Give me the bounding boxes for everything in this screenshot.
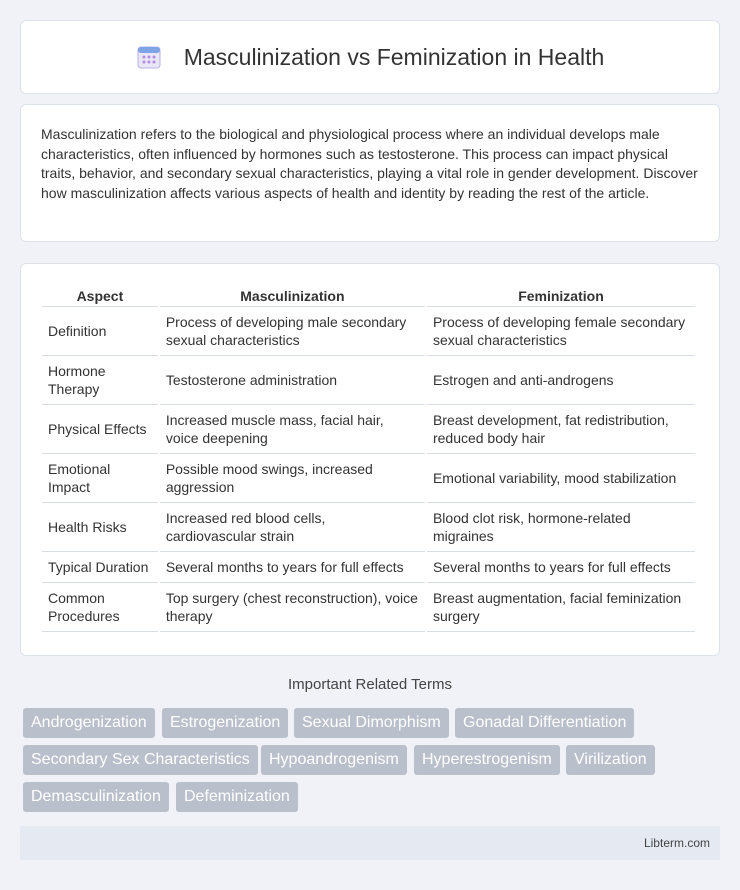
table-cell: Testosterone administration xyxy=(160,356,425,405)
table-row xyxy=(42,503,695,552)
table-cell: Hormone Therapy xyxy=(42,356,158,405)
term-tag[interactable]: Gonadal Differentiation xyxy=(455,708,634,738)
related-terms-title: Important Related Terms xyxy=(288,676,452,693)
comparison-table xyxy=(40,284,697,632)
table-cell: Common Procedures xyxy=(42,583,158,632)
table-cell: Top surgery (chest reconstruction), voice therapy xyxy=(160,583,425,632)
column-header: Feminization xyxy=(427,284,695,307)
intro-text: Masculinization refers to the biological and physiological process where an individual develops male characteristics, often influenced by hormones such as testosterone. This process can impact physical traits, behavior, and secondary sexual characteristics, playing a vital role in gender development. Discover how masculinization affects various aspects of health and identity by reading the rest of the article. xyxy=(41,126,698,201)
table-cell: Emotional Impact xyxy=(42,454,158,503)
table-cell: Process of developing male secondary sexual characteristics xyxy=(160,307,425,356)
page-title: Masculinization vs Feminization in Health xyxy=(183,43,605,70)
term-tag[interactable]: Defeminization xyxy=(176,782,298,812)
table-row xyxy=(42,552,695,583)
footer xyxy=(20,826,720,860)
table-cell: Estrogen and anti-androgens xyxy=(427,356,695,405)
table-cell: Breast development, fat redistribution, reduced body hair xyxy=(427,405,695,454)
table-row xyxy=(42,356,695,405)
column-header: Aspect xyxy=(42,284,158,307)
term-tag[interactable]: Demasculinization xyxy=(23,782,169,812)
table-row xyxy=(42,583,695,632)
table-cell: Definition xyxy=(42,307,158,356)
intro-card xyxy=(20,104,720,242)
column-header: Masculinization xyxy=(160,284,425,307)
table-cell: Several months to years for full effects xyxy=(160,552,425,583)
table-row xyxy=(42,405,695,454)
header-card xyxy=(20,20,720,94)
table-cell: Several months to years for full effects xyxy=(427,552,695,583)
table-cell: Increased muscle mass, facial hair, voice deepening xyxy=(160,405,425,454)
table-cell: Possible mood swings, increased aggression xyxy=(160,454,425,503)
table-row xyxy=(42,454,695,503)
table-row xyxy=(42,307,695,356)
table-header-row xyxy=(42,284,695,307)
term-tag[interactable]: Estrogenization xyxy=(162,708,288,738)
term-tag[interactable]: Secondary Sex Characteristics xyxy=(23,745,258,775)
term-tag[interactable]: Sexual Dimorphism xyxy=(294,708,449,738)
comparison-card xyxy=(20,263,720,656)
table-cell: Physical Effects xyxy=(42,405,158,454)
table-cell: Process of developing female secondary sexual characteristics xyxy=(427,307,695,356)
table-cell: Breast augmentation, facial feminization surgery xyxy=(427,583,695,632)
term-tag[interactable]: Hypoandrogenism xyxy=(261,745,407,775)
table-cell: Increased red blood cells, cardiovascular strain xyxy=(160,503,425,552)
table-cell: Typical Duration xyxy=(42,552,158,583)
calendar-grid-icon xyxy=(136,44,162,70)
term-tag[interactable]: Androgenization xyxy=(23,708,155,738)
term-tag[interactable]: Hyperestrogenism xyxy=(414,745,560,775)
table-cell: Blood clot risk, hormone-related migraines xyxy=(427,503,695,552)
table-cell: Emotional variability, mood stabilization xyxy=(427,454,695,503)
table-cell: Health Risks xyxy=(42,503,158,552)
footer-site-link[interactable]: Libterm.com xyxy=(643,836,710,850)
term-tag[interactable]: Virilization xyxy=(566,745,655,775)
